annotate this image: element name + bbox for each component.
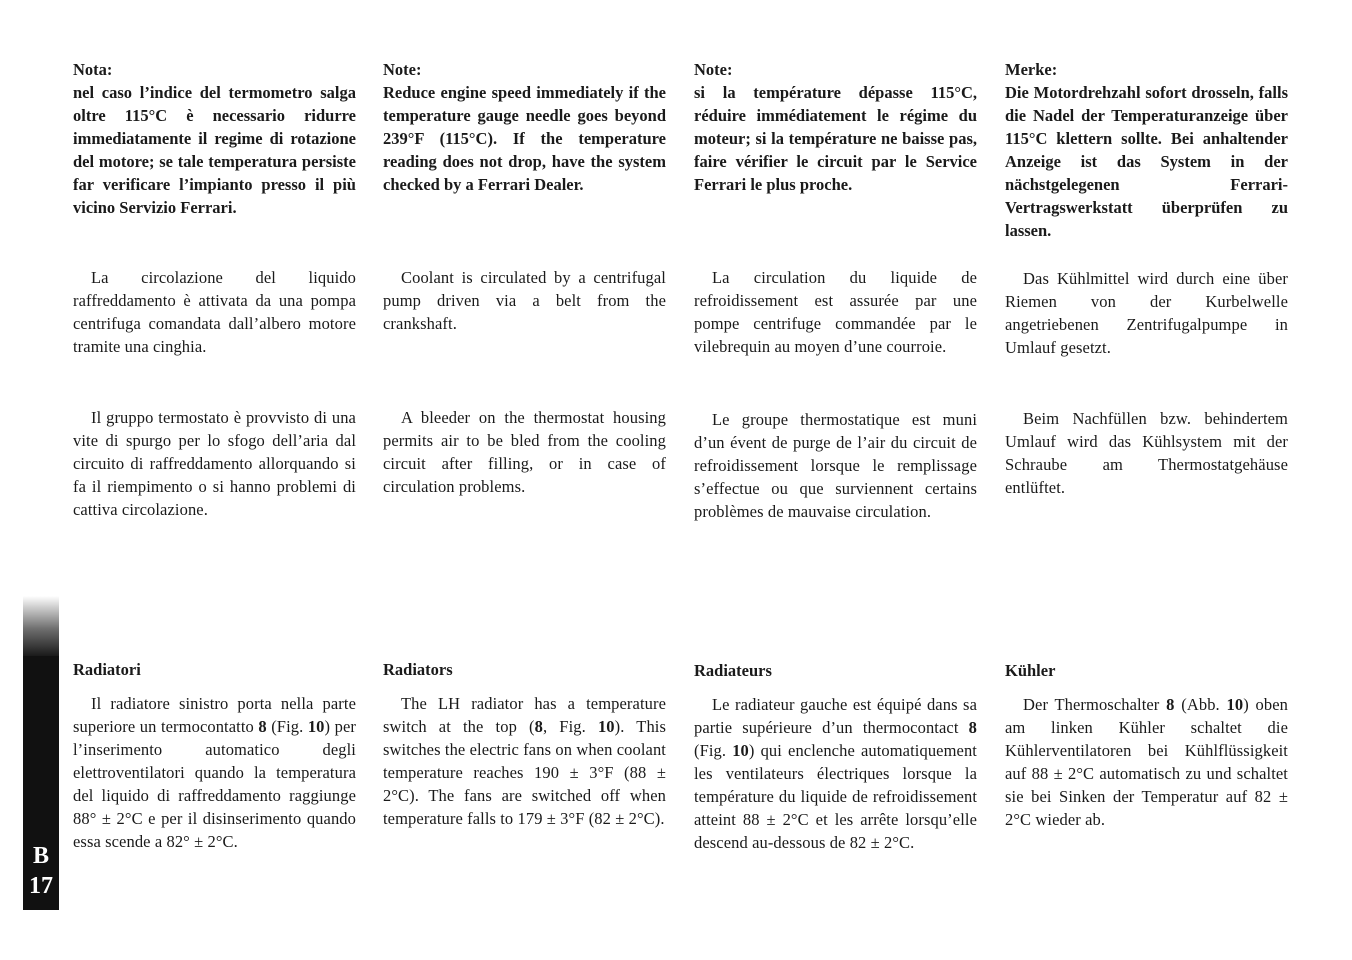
- text-run: Der Thermoschalter: [1023, 695, 1167, 714]
- paragraph-thermostat-bleeder: Il gruppo termostato è provvisto di una vite di spurgo per lo sfogo dell’aria dal circuito di raffreddamento allorquando si fa il riempimento o si hanno problemi di cattiva circolazione.: [73, 408, 356, 519]
- ref-number: 8: [968, 718, 977, 737]
- text-run: Le radiateur gauche est équipé dans sa partie supérieure d’un thermocontact: [694, 695, 977, 737]
- section-heading: Radiators: [383, 660, 453, 679]
- section-heading: Radiateurs: [694, 661, 772, 680]
- page-tab-gradient: [23, 596, 59, 656]
- note-title: Note:: [694, 60, 733, 79]
- text-run: , Fig.: [542, 717, 598, 736]
- paragraph-thermostat-bleeder: Beim Nachfüllen bzw. behindertem Umlauf wird das Kühlsystem mit der Schraube am Thermostatgehäuse entlüftet.: [1005, 409, 1288, 497]
- ref-figure: 10: [307, 717, 325, 736]
- text-run: ). This switches the electric fans on when coolant temperature reaches 190 ± 3°F (88 ± 2°C). The fans are switched off when temperature falls to 179 ± 3°F (82 ± 2°C).: [383, 717, 667, 828]
- section-heading: Radiatori: [73, 660, 141, 679]
- paragraph-radiators: [73, 692, 356, 853]
- note-title: Nota:: [73, 60, 113, 79]
- paragraph-radiators: [1005, 693, 1288, 831]
- ref-number: 8: [1166, 695, 1175, 714]
- ref-figure: 10: [597, 717, 615, 736]
- ref-number: 8: [258, 717, 267, 736]
- text-run: (Fig.: [266, 717, 308, 736]
- section-heading: Kühler: [1005, 661, 1056, 680]
- paragraph-thermostat-bleeder: A bleeder on the thermostat housing permits air to be bled from the cooling circuit after filling, or in case of circulation problems.: [383, 408, 666, 496]
- ref-figure: 10: [732, 741, 749, 760]
- section-letter: B: [32, 843, 49, 869]
- note-title: Note:: [383, 60, 422, 79]
- note-title: Merke:: [1005, 60, 1058, 79]
- paragraph-radiators: [383, 692, 666, 830]
- note-body: Reduce engine speed immediately if the temperature gauge needle goes beyond 239°F (115°C). If the temperature reading does not drop, have the system checked by a Ferrari Dealer.: [383, 83, 666, 194]
- text-run: Il radiatore sinistro porta nella parte superiore un termocontatto: [73, 694, 356, 736]
- paragraph-coolant-circulation: La circolazione del liquido raffreddamento è attivata da una pompa centrifuga comandata dall’albero motore tramite una cinghia.: [73, 268, 356, 356]
- note-body: si la température dépasse 115°C, réduire immédiatement le régime du moteur; si la température ne baisse pas, faire vérifier le circuit par le Service Ferrari le plus proche.: [694, 83, 977, 194]
- text-run: (Fig.: [694, 741, 733, 760]
- note-body: Die Motordrehzahl sofort drosseln, falls die Nadel der Temperaturanzeige über 115°C klettern sollte. Bei anhaltender Anzeige ist das System in der nächstgelegenen Ferrari-Vertragswerkstatt überprüfen zu lassen.: [1005, 83, 1288, 240]
- paragraph-coolant-circulation: Coolant is circulated by a centrifugal pump driven via a belt from the crankshaft.: [383, 268, 666, 333]
- paragraph-radiators: [694, 693, 977, 854]
- page-number: 17: [29, 873, 53, 899]
- paragraph-coolant-circulation: La circulation du liquide de refroidissement est assurée par une pompe centrifuge commandée par le vilebrequin au moyen d’une courroie.: [694, 268, 977, 356]
- text-run: ) qui enclenche automatiquement les ventilateurs électriques lorsque la température du liquide de refroidissement atteint 88 ± 2°C et les arrête lorsqu’elle descend au-dessous de 82 ± 2°C.: [694, 741, 977, 852]
- paragraph-thermostat-bleeder: Le groupe thermostatique est muni d’un évent de purge de l’air du circuit de refroidissement lorsque le remplissage s’effectue ou que surviennent certains problèmes de mauvaise circulation.: [694, 410, 977, 521]
- note-body: nel caso l’indice del termometro salga oltre 115°C è necessario ridurre immediatamente il regime di rotazione del motore; se tale temperatura persiste far verificare l’impianto presso il più vicino Servizio Ferrari.: [73, 83, 356, 217]
- ref-figure: 10: [1226, 695, 1244, 714]
- text-run: (Abb.: [1174, 695, 1227, 714]
- text-run: ) oben am linken Kühler schaltet die Kühlerventilatoren bei Kühlflüssigkeit auf 88 ± 2°C automatisch zu und schaltet sie bei Sinken der Temperatur auf 82 ± 2°C wieder ab.: [1005, 695, 1288, 829]
- ref-number: 8: [534, 717, 543, 736]
- text-run: ) per l’inserimento automatico degli elettroventilatori quando la temperatura del liquido di raffreddamento raggiunge 88° ± 2°C e per il disinserimento quando essa scende a 82° ± 2°C.: [73, 717, 356, 851]
- text-run: The LH radiator has a temperature switch at the top (: [383, 694, 666, 736]
- paragraph-coolant-circulation: Das Kühlmittel wird durch eine über Riemen von der Kurbelwelle angetriebenen Zentrifugalpumpe in Umlauf gesetzt.: [1005, 269, 1288, 357]
